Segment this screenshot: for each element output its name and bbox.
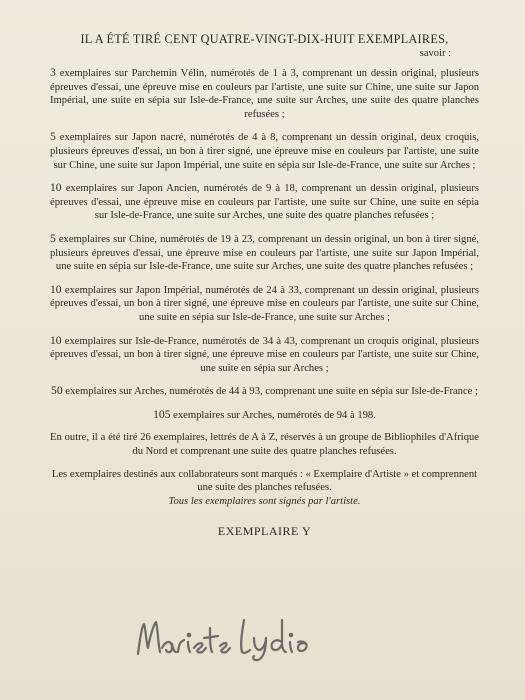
entry-text: exemplaires sur Arches, numérotés de 44 à 93, comprenant une suite en sépia sur Isle-de-France ; (62, 386, 478, 398)
entry-count: 105 (153, 407, 171, 421)
entry-text: exemplaires sur Chine, numérotés de 19 à 23, comprenant un dessin original, un bon à tirer signé, plusieurs épreuves d'essai, une épreuve mise en couleurs par l'artiste, une suite sur Japon Impérial, une suite en sépia sur Isle-de-France, une suite sur Arches, une suite des quatre planches refusées ; (50, 233, 479, 273)
edition-entry (44, 66, 485, 121)
exemplaire-label: EXEMPLAIRE Y (217, 524, 312, 539)
colophon-title: IL A ÉTÉ TIRÉ CENT QUATRE-VINGT-DIX-HUIT EXEMPLAIRES, (80, 32, 449, 46)
artist-signature (132, 608, 322, 664)
signed-note: Tous les exemplaires sont signés par l'artiste. (168, 495, 361, 507)
extra-copies-paragraph: En outre, il a été tiré 26 exemplaires, lettrés de A à Z, réservés à un groupe de Bibliophiles d'Afrique du Nord et comprenant une suite des quatre planches refusées. (50, 432, 479, 458)
entry-text: exemplaires sur Arches, numérotés de 94 à 198. (170, 409, 376, 421)
entry-count: 50 (51, 384, 63, 398)
entry-count: 10 (50, 333, 62, 347)
entry-text: exemplaires sur Japon Impérial, numérotés de 24 à 33, comprenant un dessin original, plusieurs épreuves d'essai, un bon à tirer signé, une épreuve mise en couleurs par l'artiste, une suite sur Chine, une suite en sépia sur Isle-de-France, une suite sur Arches ; (50, 284, 479, 323)
edition-entry (44, 283, 485, 325)
entry-text: exemplaires sur Japon nacré, numérotés de 4 à 8, comprenant un dessin original, deux croquis, plusieurs épreuves d'essai, un bon à tirer signé, une épreuve mise en couleurs par l'artiste, une suite sur Chine, une suite sur Japon Impérial, une suite en sépia sur Isle-de-France, une suite sur Arches ; (50, 132, 479, 171)
edition-entry (44, 408, 485, 423)
edition-entry (44, 232, 485, 274)
savoir-label: savoir : (419, 48, 451, 59)
entry-count: 10 (50, 181, 62, 195)
entry-count: 10 (50, 282, 62, 296)
edition-entry (44, 384, 485, 399)
entry-text: exemplaires sur Japon Ancien, numérotés de 9 à 18, comprenant un dessin original, plusieurs épreuves d'essai, une épreuve mise en couleurs par l'artiste, une suite sur Chine, une suite en sépia sur Isle-de-France, une suite sur Arches, une suite des quatre planches refusées ; (50, 183, 479, 222)
entry-count: 5 (50, 231, 56, 245)
edition-entry (44, 181, 485, 223)
edition-entry (44, 130, 485, 172)
entry-count: 3 (50, 66, 56, 79)
collaborators-paragraph: Les exemplaires destinés aux collaborateurs sont marqués : « Exemplaire d'Artiste » et comprennent une suite des planches refusées. (51, 468, 478, 494)
entry-text: exemplaires sur Isle-de-France, numérotés de 34 à 43, comprenant un croquis original, plusieurs épreuves d'essai, un bon à tirer signé, une épreuve mise en couleurs par l'artiste, une suite sur Chine, une suite en sépia sur Arches ; (50, 335, 479, 374)
edition-entry (44, 334, 485, 376)
entry-count: 5 (50, 130, 56, 144)
entry-text: exemplaires sur Parchemin Vélin, numérotés de 1 à 3, comprenant un dessin original, plusieurs épreuves d'essai, une épreuve mise en couleurs par l'artiste, une suite sur Chine, une suite sur Japon Impérial, une suite en sépia sur Isle-de-France, une suite sur Arches, une suite des quatre planches refusées ; (50, 68, 479, 120)
